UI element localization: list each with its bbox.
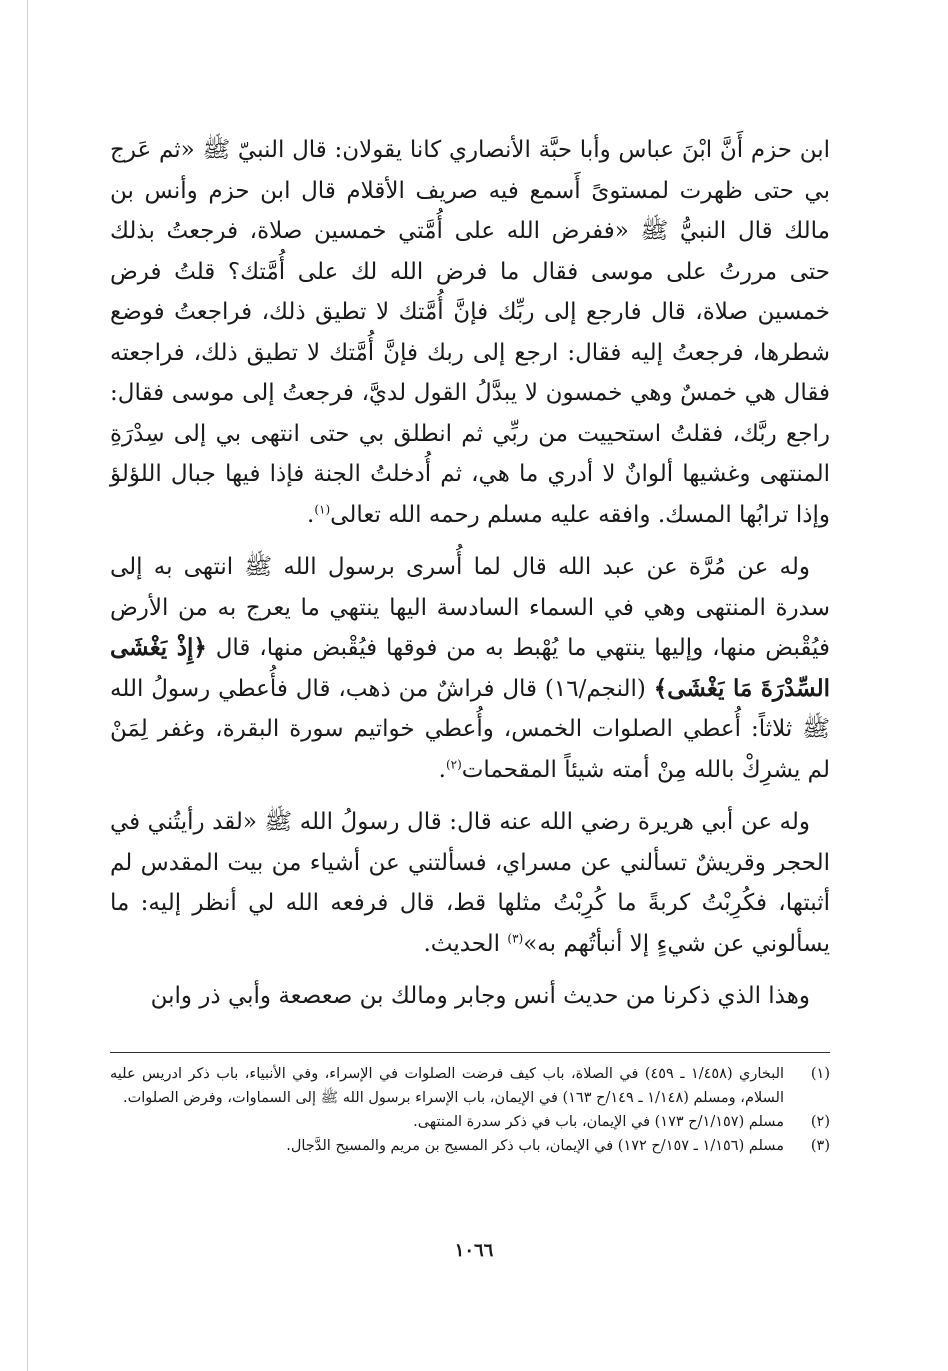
- footnote-ref-1[interactable]: (١): [314, 501, 331, 516]
- footnotes: [110, 1062, 830, 1158]
- paragraph-2-end: .: [438, 756, 446, 783]
- paragraph-1-text: ابن حزم أَنَّ ابْنَ عباس وأبا حبَّة الأنصاري كانا يقولان: قال النبيّ ﷺ «ثم عَرج بي حتى ظهرت لمستوىً أَسمع فيه صريف الأقلام قال ابن حزم وأنس بن مالك قال النبيُّ ﷺ «ففرض الله على أُمَّتي خمسين صلاة، فرجعتُ بذلك حتى مررتُ على موسى فقال ما فرض الله لك على أُمَّتك؟ قلتُ فرض خمسين صلاة، قال فارجع إلى ربِّك فإنَّ أُمَّتك لا تطيق ذلك، فراجعتُ فوضع شطرها، فرجعتُ إليه فقال: ارجع إلى ربك فإنَّ أُمَّتك لا تطيق ذلك، فراجعته فقال هي خمسٌ وهي خمسون لا يبدَّلُ القول لديَّ، فرجعتُ إلى موسى فقال: راجع ربَّك، فقلتُ استحييت من ربِّي ثم انطلق بي حتى انتهى بي إلى سِدْرَةِ المنتهى وغشيها ألوانٌ لا أدري ما هي، ثم أُدخلتُ الجنة فإذا فيها جبال اللؤلؤ وإذا ترابُها المسك. وافقه عليه مسلم رحمه الله تعالى: [110, 137, 830, 528]
- paragraph-2-text: وله عن مُرَّة عن عبد الله قال لما أُسرى برسول الله ﷺ انتهى به إلى سدرة المنتهى وهي في السماء السادسة اليها ينتهي ما يعرج به من الأرض فيُقْبض منها، وإليها ينتهي ما يُهْبط به من فوقها فيُقْبض منها، قال: [110, 554, 830, 661]
- footnote-number: (٣): [810, 1138, 830, 1154]
- footnote-number: (١): [810, 1066, 830, 1082]
- paragraph-3: [110, 802, 830, 964]
- footnote-number: (٢): [810, 1114, 830, 1130]
- footnote-text: مسلم (١/١٥٦ ـ ١٥٧/ح ١٧٢) في الإيمان، باب ذكر المسيح بن مريم والمسيح الدَّجال.: [286, 1138, 784, 1154]
- paragraph-4: [110, 976, 830, 1017]
- paragraph-2: [110, 547, 830, 790]
- footnote-text: مسلم (١/١٥٧/ح ١٧٣) في الإيمان، باب في ذكر سدرة المنتهى.: [413, 1114, 784, 1130]
- page-number: ١٠٦٦: [454, 1240, 494, 1261]
- paragraph-2-rest: (النجم/١٦) قال فراشٌ من ذهب، قال فأُعطي رسولُ الله ﷺ ثلاثاً: أُعطي الصلوات الخمس، وأُعطي خواتيم سورة البقرة، وغفر لِمَنْ لم يشرِكْ بالله مِنْ أمته شيئاً المقحمات: [110, 675, 830, 783]
- footnote-ref-2[interactable]: (٢): [445, 756, 462, 771]
- paragraph-4-text: وهذا الذي ذكرنا من حديث أنس وجابر ومالك بن صعصعة وأبي ذر وابن: [150, 983, 810, 1009]
- quran-verse: ﴿إِذْ يَغْشَى السِّدْرَةَ مَا يَغْشَى﴾: [110, 634, 831, 702]
- paragraph-1-end: .: [307, 501, 315, 528]
- paragraph-3-end: الحديث.: [423, 930, 508, 957]
- paragraph-1: [110, 130, 830, 535]
- footnote-divider: [110, 1052, 830, 1053]
- footnote-3: [110, 1134, 830, 1158]
- body-text: [110, 130, 830, 1029]
- paragraph-3-text: وله عن أبي هريرة رضي الله عنه قال: قال رسولُ الله ﷺ «لقد رأيتُني في الحجر وقريشٌ تسألني عن مسراي، فسألتني عن أشياء من بيت المقدس لم أثبتها، فكُرِبْتُ كربةً ما كُرِبْتُ مثلها قط، قال فرفعه الله لي أنظر إليه: ما يسألوني عن شيءٍ إلا أنبأتُهم به»: [110, 809, 830, 957]
- margin-rule: [27, 0, 28, 1371]
- footnote-1: [110, 1062, 830, 1110]
- footnote-text: البخاري (١/٤٥٨ ـ ٤٥٩) في الصلاة، باب كيف فرضت الصلوات في الإسراء، وفي الأنبياء، باب ذكر ادريس عليه السلام، ومسلم (١/١٤٨ ـ ١٤٩/ح ١٦٣) في الإيمان، باب الإسراء برسول الله ﷺ إلى السماوات، وفرض الصلوات.: [110, 1066, 785, 1106]
- footnote-ref-3[interactable]: (٣): [507, 930, 524, 945]
- footnote-2: [110, 1110, 830, 1134]
